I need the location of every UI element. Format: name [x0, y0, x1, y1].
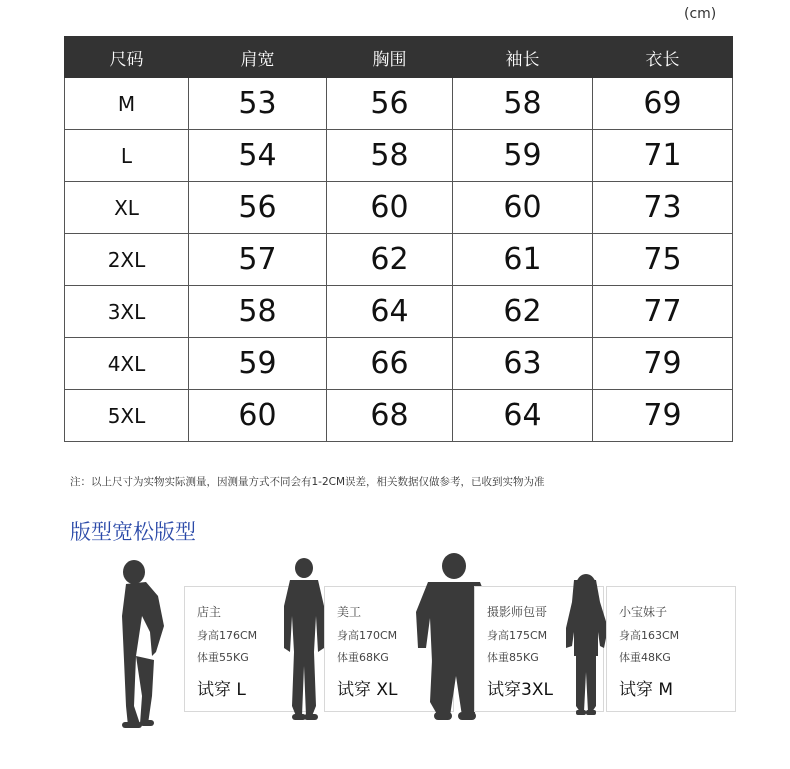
table-row	[65, 234, 733, 286]
header-length: 衣长	[593, 37, 733, 78]
table-row	[65, 390, 733, 442]
cell-value: 60	[189, 390, 327, 442]
cell-value: 64	[327, 286, 453, 338]
model-weight: 体重55KG	[197, 651, 249, 664]
model-height: 身高176CM	[197, 629, 258, 642]
model-card	[606, 586, 736, 712]
model-try-size: 试穿 XL	[337, 680, 398, 700]
table-row	[65, 130, 733, 182]
cell-size: XL	[65, 182, 189, 234]
model-weight: 体重48KG	[619, 651, 671, 664]
cell-value: 54	[189, 130, 327, 182]
model-height: 身高175CM	[487, 629, 548, 642]
measurement-note: 注：以上尺寸为实物实际测量，因测量方式不同会有1-2CM误差，相关数据仅做参考，已收到实物为准	[70, 476, 545, 488]
cell-size: L	[65, 130, 189, 182]
cell-size: 2XL	[65, 234, 189, 286]
table-row	[65, 182, 733, 234]
cell-value: 75	[593, 234, 733, 286]
model-try-size: 试穿 L	[197, 680, 246, 700]
cell-value: 79	[593, 390, 733, 442]
cell-value: 61	[453, 234, 593, 286]
cell-value: 56	[189, 182, 327, 234]
cell-value: 58	[189, 286, 327, 338]
cell-value: 68	[327, 390, 453, 442]
cell-value: 77	[593, 286, 733, 338]
unit-label: (cm)	[684, 6, 717, 22]
cell-value: 79	[593, 338, 733, 390]
model-height: 身高170CM	[337, 629, 398, 642]
cell-size: 5XL	[65, 390, 189, 442]
model-weight: 体重85KG	[487, 651, 539, 664]
header-chest: 胸围	[327, 37, 453, 78]
cell-value: 71	[593, 130, 733, 182]
cell-value: 56	[327, 78, 453, 130]
model-role: 摄影师包哥	[487, 605, 548, 619]
model-role: 小宝妹子	[619, 605, 668, 619]
cell-value: 62	[327, 234, 453, 286]
cell-value: 64	[453, 390, 593, 442]
table-row	[65, 78, 733, 130]
table-header-row	[65, 37, 733, 78]
model-try-size: 试穿3XL	[487, 680, 553, 700]
table-row	[65, 338, 733, 390]
cell-size: 3XL	[65, 286, 189, 338]
cell-value: 58	[327, 130, 453, 182]
fit-title: 版型宽松版型	[70, 520, 196, 544]
cell-value: 63	[453, 338, 593, 390]
size-table	[64, 36, 733, 442]
cell-size: 4XL	[65, 338, 189, 390]
cell-value: 58	[453, 78, 593, 130]
cell-value: 59	[453, 130, 593, 182]
cell-value: 69	[593, 78, 733, 130]
cell-value: 53	[189, 78, 327, 130]
cell-value: 59	[189, 338, 327, 390]
cell-value: 66	[327, 338, 453, 390]
model-weight: 体重68KG	[337, 651, 389, 664]
model-silhouette-icon	[112, 556, 192, 732]
cell-value: 62	[453, 286, 593, 338]
model-try-size: 试穿 M	[619, 680, 674, 700]
model-role: 店主	[197, 605, 222, 619]
header-shoulder: 肩宽	[189, 37, 327, 78]
header-size: 尺码	[65, 37, 189, 78]
cell-size: M	[65, 78, 189, 130]
header-sleeve: 袖长	[453, 37, 593, 78]
cell-value: 60	[327, 182, 453, 234]
cell-value: 60	[453, 182, 593, 234]
table-row	[65, 286, 733, 338]
model-height: 身高163CM	[619, 629, 680, 642]
cell-value: 57	[189, 234, 327, 286]
cell-value: 73	[593, 182, 733, 234]
model-role: 美工	[337, 605, 362, 619]
